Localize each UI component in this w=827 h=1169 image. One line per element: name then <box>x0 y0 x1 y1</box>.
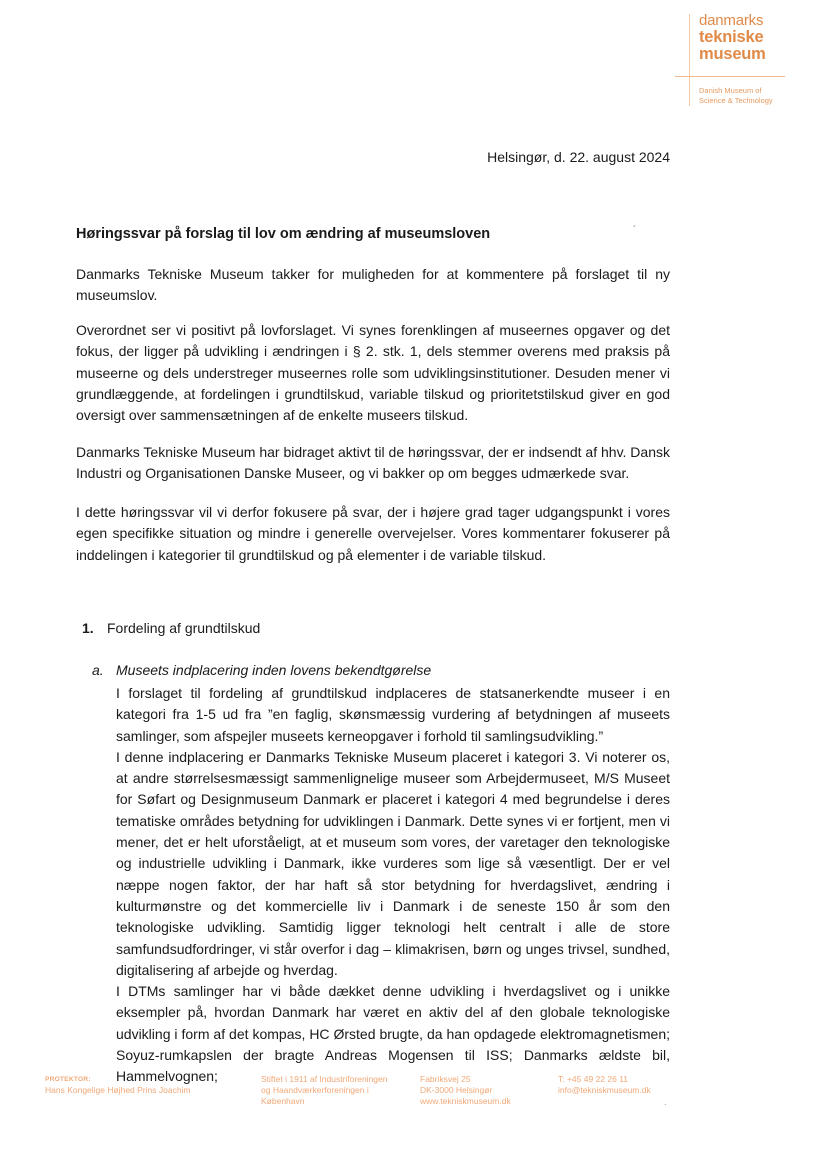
logo-line-3: museum <box>699 45 766 63</box>
section-title: Fordeling af grundtilskud <box>107 620 261 636</box>
section-number: 1. <box>82 620 94 636</box>
body-paragraph-2: I denne indplacering er Danmarks Tekniske Museum placeret i kategori 3. Vi noterer os, at andre størrelsesmæssigt sammenlignelige museer som Arbejdermuseet, M/S Museet for Søfart og Designmuseum Danmark er placeret i kategori 4 med begrundelse i deres tematiske områdes betydning for udviklingen i Danmark. Dette synes vi er fortjent, men vi mener, det er helt uforståeligt, at et museum som vores, der varetager den teknologiske og industrielle udvikling i Danmark, ikke vurderes som lige så væsentligt. Der er vel næppe nogen faktor, der har haft så stor betydning for hverdagslivet, ændring i kulturmønstre og det kommercielle liv i Danmark i de seneste 150 år som den teknologiske udvikling. Samtidig ligger teknologi helt centralt i alle de store samfundsudfordringer, vi står overfor i dag – klimakrisen, børn og unges trivsel, sundhed, digitalisering af arbejde og hverdag. <box>116 748 670 978</box>
paragraph-focus: I dette høringssvar vil vi derfor fokusere på svar, der i højere grad tager udgangspunkt i vores egen specifikke situation og mindre i generelle overvejelser. Vores kommentarer fokuserer på inddelingen i kategorier til grundtilskud og på elementer i de variable tilskud. <box>76 504 670 563</box>
body-paragraph-1: I forslaget til fordeling af grundtilskud indplaceres de statsanerkendte museer i en kategori fra 1-5 ud fra ”en faglig, skønsmæssig vurdering af betydningen af museets samlinger, som afspejler museets kerneopgaver i forhold til samlingsudvikling.” <box>116 685 670 744</box>
logo-line-1: danmarks <box>699 12 764 29</box>
footer-founded <box>261 1074 387 1107</box>
stray-mark: ´ <box>633 225 637 236</box>
letter-heading: Høringssvar på forslag til lov om ændring af museumsloven <box>76 226 491 242</box>
footer-founded-line: Stiftet i 1911 af Industriforeningen <box>261 1074 388 1084</box>
logo-horizontal-rule <box>675 76 785 77</box>
logo-subtitle-line-1: Danish Museum of <box>699 86 762 95</box>
footer-phone: T: +45 49 22 26 11 <box>558 1074 629 1084</box>
footer-protector-name: Hans Kongelige Højhed Prins Joachim <box>45 1085 191 1095</box>
footer-protector <box>45 1074 191 1096</box>
logo-vertical-rule <box>689 14 690 106</box>
footer-dot: . <box>664 1097 667 1107</box>
logo-line-2: tekniske <box>699 28 764 46</box>
subsection-body <box>116 683 670 1088</box>
footer-address-street: Fabriksvej 25 <box>420 1074 471 1084</box>
paragraph-contribution: Danmarks Tekniske Museum har bidraget aktivt til de høringssvar, der er indsendt af hhv. Dansk Industri og Organisationen Danske Museer, og vi bakker op om begges udmærkede svar. <box>76 444 670 482</box>
body-paragraph-3: I DTMs samlinger har vi både dækket denne udvikling i hverdagslivet og i unikke eksempler på, hvordan Danmark har været en aktiv del af den globale teknologiske udvikling i form af det kompas, HC Ørsted brugte, da han opdagede elektromagnetismen; Soyuz-rumkapslen der bragte Andreas Mogensen til ISS; Danmarks ældste bil, Hammelvognen; <box>116 983 670 1085</box>
footer-email-link[interactable]: info@tekniskmuseum.dk <box>558 1085 651 1095</box>
footer-protector-label: PROTEKTOR: <box>45 1076 91 1083</box>
logo-subtitle-line-2: Science & Technology <box>699 96 773 105</box>
footer-founded-line: og Haandværkerforeningen i <box>261 1085 369 1095</box>
subsection-heading <box>92 662 431 678</box>
section-heading <box>82 620 260 636</box>
footer-address-city: DK-3000 Helsingør <box>420 1085 493 1095</box>
subsection-title: Museets indplacering inden lovens bekendtgørelse <box>116 662 432 678</box>
footer-contact <box>558 1074 651 1096</box>
subsection-letter: a. <box>92 662 104 678</box>
logo-subtitle <box>699 86 773 106</box>
footer-website-link[interactable]: www.tekniskmuseum.dk <box>420 1096 511 1106</box>
footer-address <box>420 1074 511 1107</box>
footer-founded-line: København <box>261 1096 305 1106</box>
letter-date: Helsingør, d. 22. august 2024 <box>487 149 670 165</box>
paragraph-overview: Overordnet ser vi positivt på lovforslaget. Vi synes forenklingen af museernes opgaver og det fokus, der ligger på udvikling i ændringen i § 2. stk. 1, dels stemmer overens med praksis på museerne og dels understreger museernes rolle som udviklingsinstitutioner. Desuden mener vi grundlæggende, at fordelingen i grundtilskud, variable tilskud og prioritetstilskud giver en god oversigt over sammensætningen af de enkelte museers tilskud. <box>76 322 670 424</box>
logo-wordmark <box>699 12 766 63</box>
paragraph-intro: Danmarks Tekniske Museum takker for muligheden for at kommentere på forslaget til ny museumslov. <box>76 266 670 304</box>
